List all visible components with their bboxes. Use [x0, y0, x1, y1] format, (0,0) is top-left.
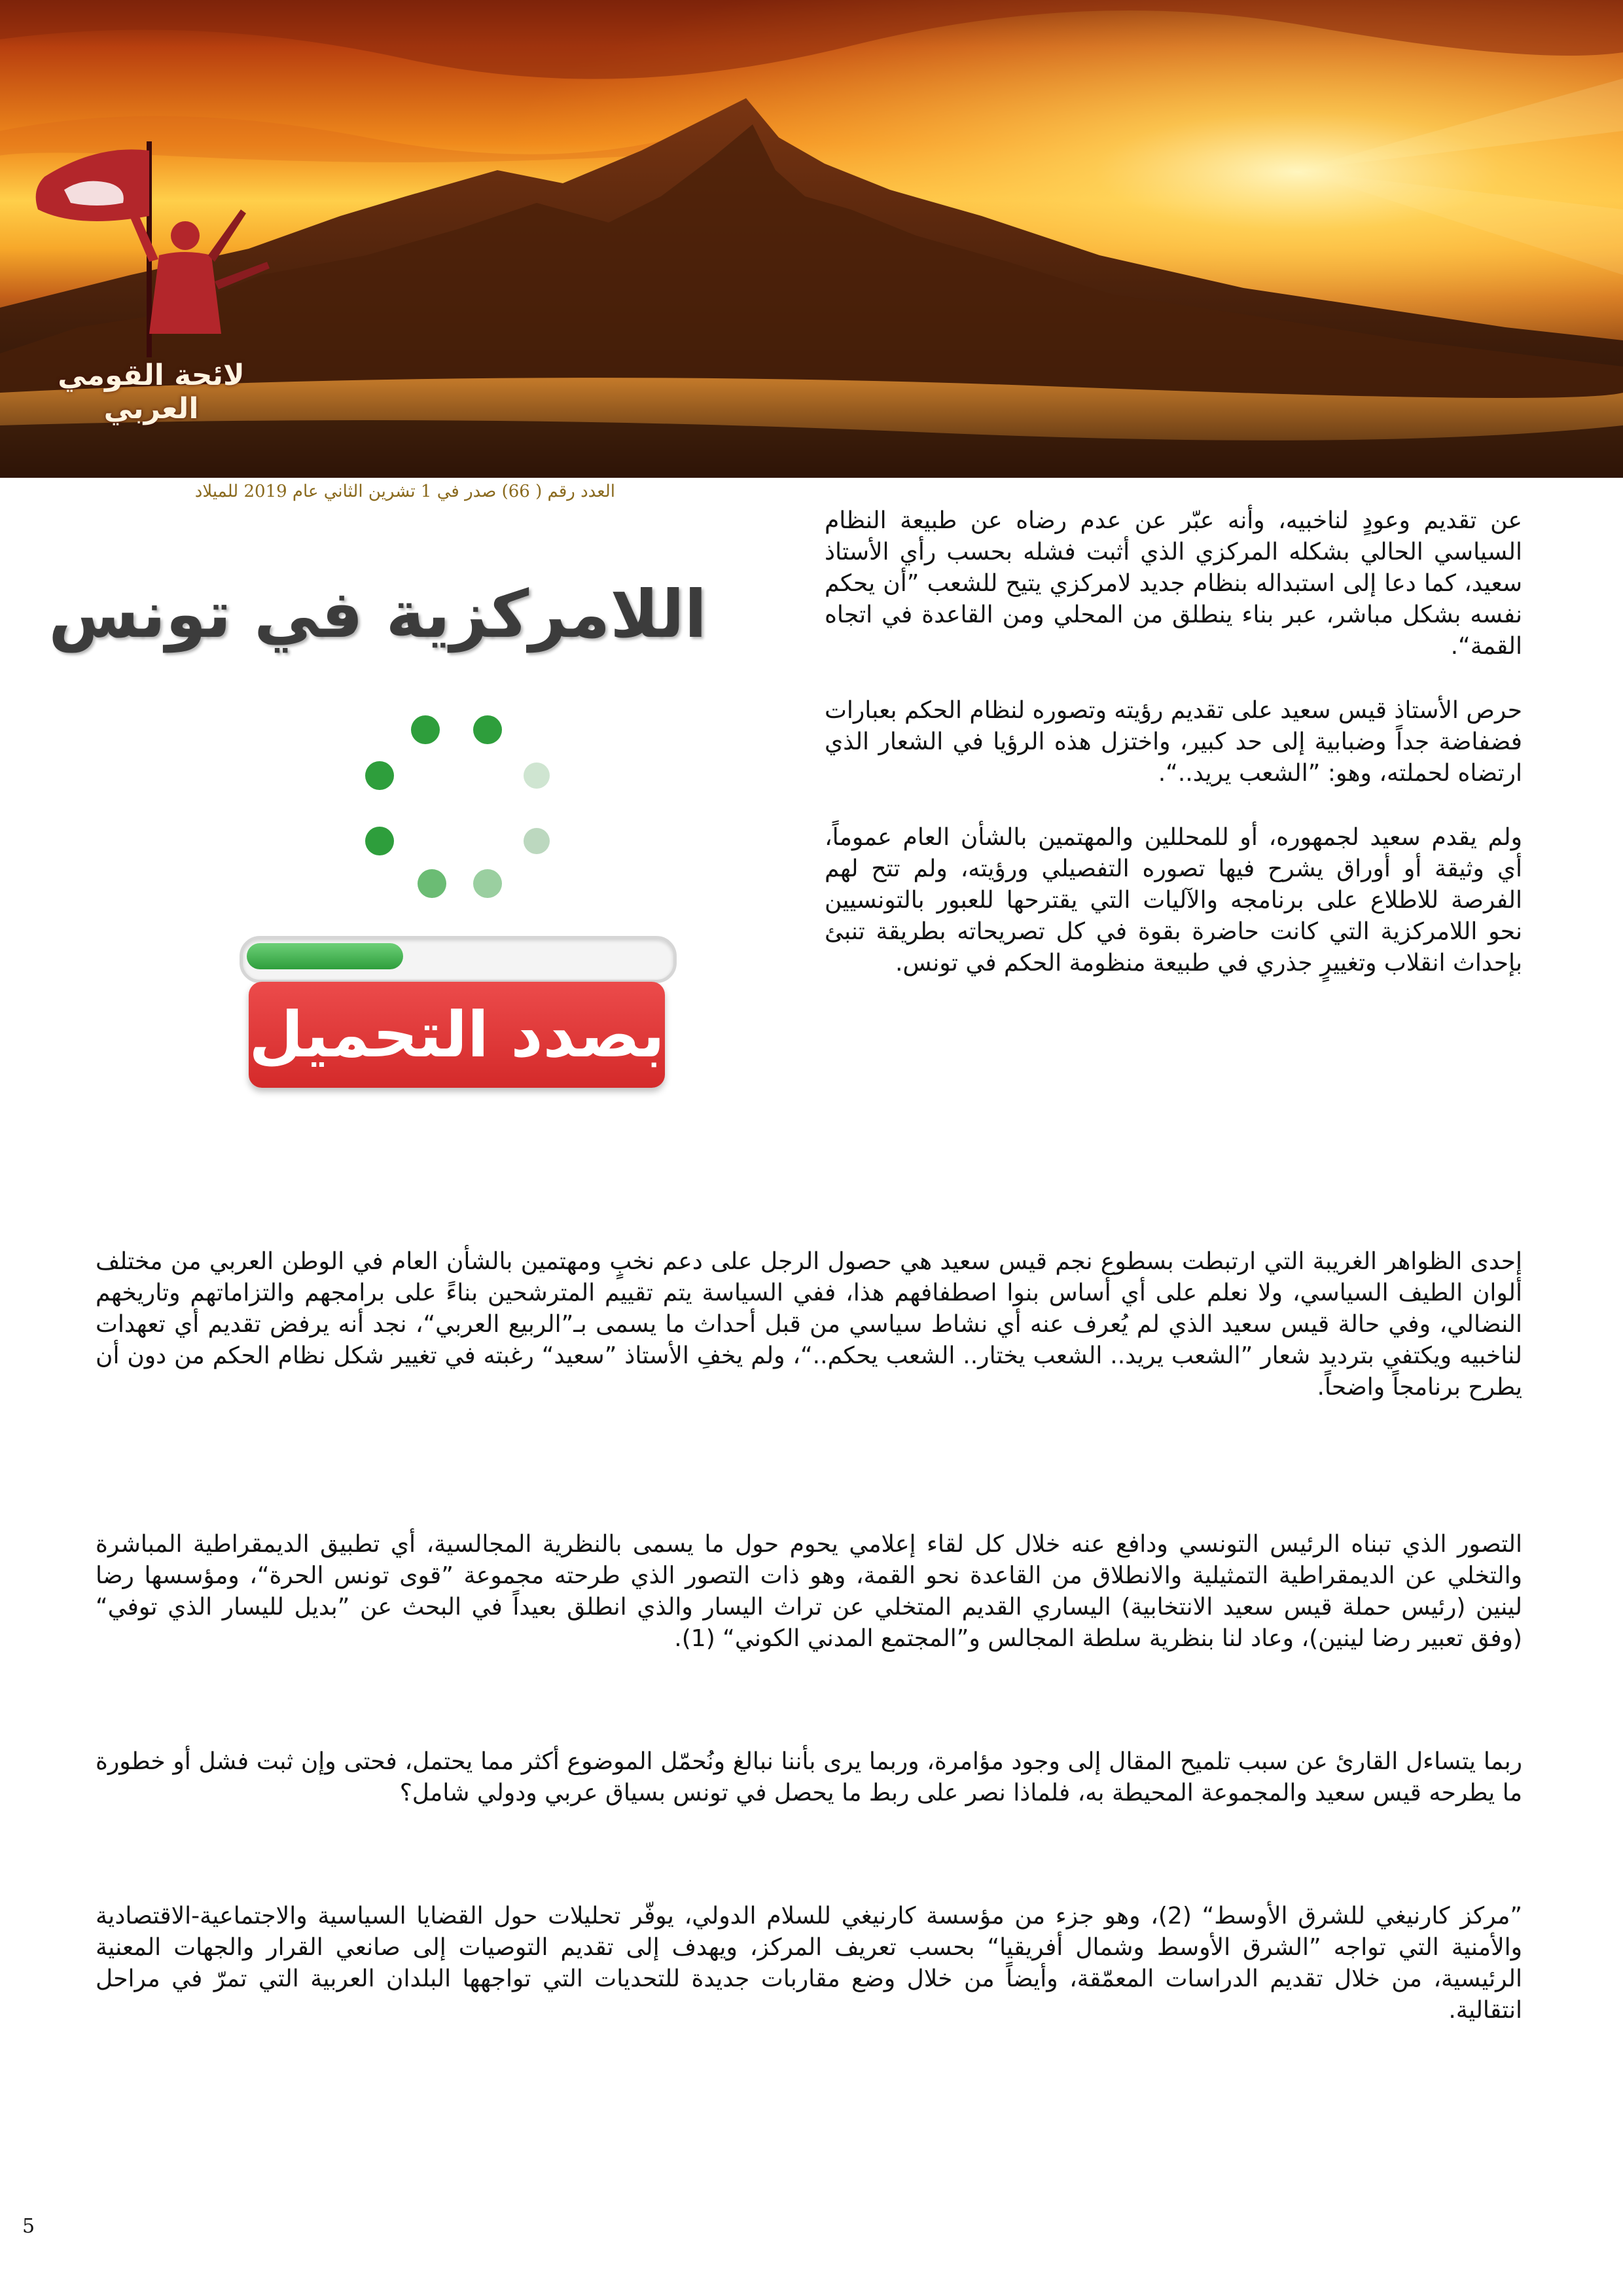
- article-right-column: [825, 505, 1522, 1012]
- loading-spinner-icon: [340, 700, 556, 916]
- header-banner: [0, 0, 1623, 478]
- progress-bar: [240, 936, 677, 983]
- article-paragraph: إحدى الظواهر الغريبة التي ارتبطت بسطوع نجم قيس سعيد هي حصول الرجل على دعم نخبٍ ومهتمين بالشأن العام في الوطن العربي من مختلف ألوان الطيف السياسي، ولا نعلم على أي أساس بنوا اصطفافهم هذا، ففي السياسة يتم تقييم المترشحين بناءً على برامجهم والتزاماتهم وتاريخهم النضالي، وفي حالة قيس سعيد الذي لم يُعرف عنه أي نشاط سياسي من قبل أحداث ما يسمى بـ”الربيع العربي“، نجد أنه يرفض تقديم أي تعهدات لناخبيه ويكتفي بترديد شعار ”الشعب يريد.. الشعب يختار.. الشعب يحكم..“، ولم يخفِ الأستاذ ”سعيد“ رغبته في تغيير شكل نظام الحكم من دون أن يطرح برنامجاً واضحاً.: [96, 1248, 1522, 1401]
- spinner-dot: [524, 828, 550, 854]
- article-paragraph: حرص الأستاذ قيس سعيد على تقديم رؤيته وتصوره لنظام الحكم بعبارات فضفاضة جداً وضبابية إلى حد كبير، واختزل هذه الرؤيا في الشعار الذي ارتضاه لحملته، وهو: ”الشعب يريد..“.: [825, 697, 1522, 787]
- spinner-dot: [365, 827, 394, 855]
- article-paragraph: ولم يقدم سعيد لجمهوره، أو للمحللين والمهتمين بالشأن العام عموماً، أي وثيقة أو أوراق يشرح فيها تصوره التفصيلي ورؤيته، ولم تتح لهم الفرصة للاطلاع على برنامجه والآليات التي يقترحها للعبور بالتونسيين نحو اللامركزية التي كانت حاضرة بقوة في كل تصريحاته بطريقة تنبئ بإحداث انقلاب وتغييرٍ جذري في طبيعة منظومة الحكم في تونس.: [825, 824, 1522, 977]
- article-paragraph: ”مركز كارنيغي للشرق الأوسط“ (2)، وهو جزء من مؤسسة كارنيغي للسلام الدولي، يوفّر تحليلات حول القضايا السياسية والاجتماعية-الاقتصادية والأمنية التي تواجه ”الشرق الأوسط وشمال أفريقيا“ بحسب تعريف المركز، ويهدف إلى تقديم التوصيات إلى صانعي القرار والجهات المعنية الرئيسية، من خلال تقديم الدراسات المعمّقة، وأيضاً من خلال وضع مقاربات جديدة للتحديات التي تواجهها البلدان العربية التي تمرّ في مراحل انتقالية.: [96, 1903, 1522, 2024]
- article-paragraph: التصور الذي تبناه الرئيس التونسي ودافع عنه خلال كل لقاء إعلامي يحوم حول ما يسمى بالنظرية المجالسية، أي تطبيق الديمقراطية المباشرة والتخلي عن الديمقراطية التمثيلية والانطلاق من القاعدة نحو القمة، وهو ذات التصور الذي طرحته مجموعة ”قوى تونس الحرة“، ومؤسسها رضا لينين (رئيس حملة قيس سعيد الانتخابية) اليساري القديم المتخلي عن تراث اليسار والذي انطلق بعيداً في البحث عن ”بديل لليسار الذي توفي“ (وفق تعبير رضا لينين)، وعاد لنا بنظرية سلطة المجالس و”المجتمع المدني الكوني“ (1).: [96, 1531, 1522, 1652]
- progress-bar-fill: [247, 943, 403, 969]
- article-paragraph: ربما يتساءل القارئ عن سبب تلميح المقال إلى وجود مؤامرة، وربما يرى بأننا نبالغ ونُحمّل الموضوع أكثر مما يحتمل، فحتى وإن ثبت فشل أو خطورة ما يطرحه قيس سعيد والمجموعة المحيطة به، فلماذا نصر على ربط ما يحصل في تونس بسياق عربي ودولي شامل؟: [96, 1748, 1522, 1806]
- spinner-dot: [473, 715, 502, 744]
- issue-info: العدد رقم ( 66) صدر في 1 تشرين الثاني عام 2019 للميلاد: [194, 482, 615, 501]
- spinner-dot: [411, 715, 440, 744]
- flag-logo-icon: [18, 137, 293, 393]
- graphic-title: اللامركزية في تونس: [48, 576, 707, 653]
- loading-button: بصدد التحميل: [249, 982, 665, 1088]
- spinner-dot: [524, 762, 550, 789]
- spinner-dot: [365, 761, 394, 790]
- article-paragraph: عن تقديم وعودٍ لناخبيه، وأنه عبّر عن عدم رضاه عن طبيعة النظام السياسي الحالي بشكله المركزي الذي أثبت فشله بحسب رأي الأستاذ سعيد، كما دعا إلى استبداله بنظام جديد لامركزي يتيح للشعب ”أن يحكم نفسه بشكل مباشر، عبر بناء ينطلق من المحلي ومن القاعدة في اتجاه القمة“.: [825, 507, 1522, 660]
- spinner-dot: [418, 869, 446, 898]
- logo-text: لائحة القومي العربي: [58, 359, 245, 425]
- page-number: 5: [22, 2215, 35, 2238]
- spinner-dot: [473, 869, 502, 898]
